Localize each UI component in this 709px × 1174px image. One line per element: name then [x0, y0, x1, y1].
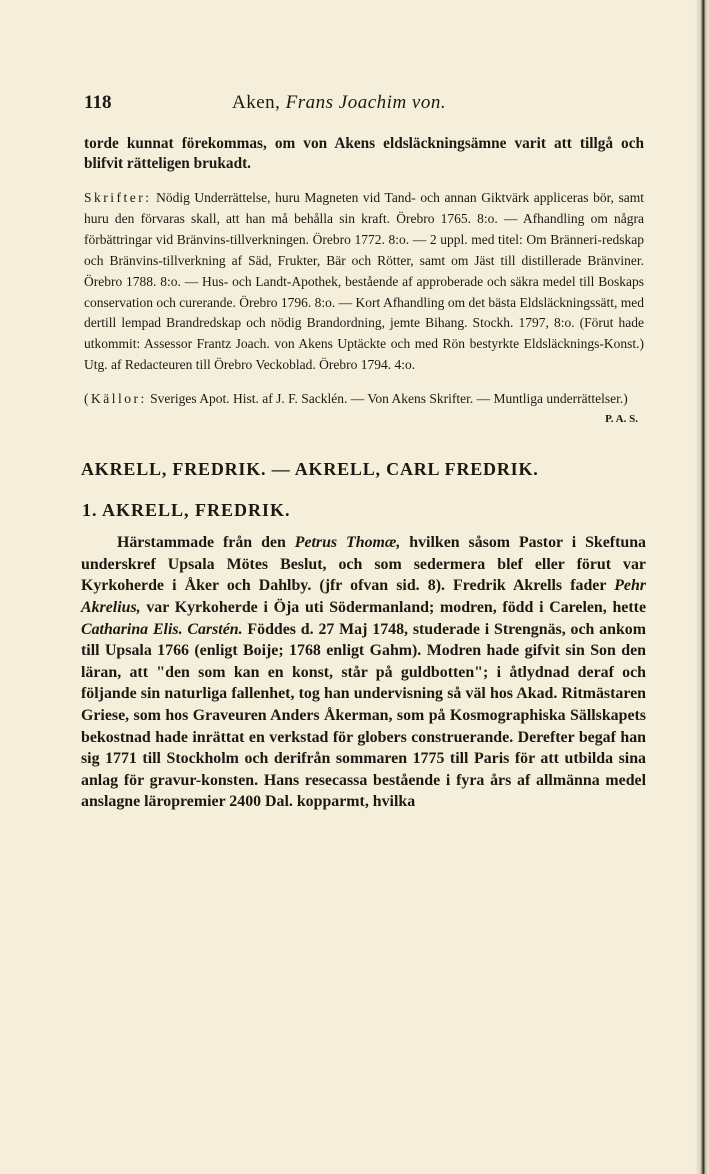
entry-text-4: Föddes d. 27 Maj 1748, studerade i Strengnäs, och ankom till Upsala 1766 (enligt Boije; 1768 enligt Gahm). Modren hade gifvit sin Son den läran, att "den som kan en konst, står på guldbotten"; i åtlydnad deraf och följande sin naturliga fallenhet, tog han undervisning så väl hos Akad. Ritmästaren Griese, som hos Graveuren Anders Åkerman, som på Kosmographiska Sällskapets bekostnad hade inrättat en verkstad för globers construerande. Derefter begaf han sig 1771 till Stockholm och derifrån sommaren 1775 till Paris för att utbilda sina anlag för gravur-konsten. Hans resecassa bestående i fyra års af allmänna medel anslagne läropremier 2400 Dal. kopparmt, hvilka	[81, 620, 646, 811]
author-signature: P. A. S.	[605, 413, 638, 426]
entry-name-petrus: Petrus Thomæ,	[294, 534, 401, 552]
running-title-name: Frans Joachim von.	[285, 92, 447, 113]
running-title	[232, 92, 446, 114]
entry-paragraph	[81, 532, 646, 813]
section-heading: AKRELL, FREDRIK. — AKRELL, CARL FREDRIK.	[81, 459, 539, 480]
skrifter-paragraph	[84, 188, 644, 376]
entry-text-3: var Kyrkoherde i Öja uti Södermanland; modren, född i Carelen, hette	[140, 598, 646, 616]
running-head	[84, 92, 644, 118]
entry-name-pehr: Pehr Akrelius,	[81, 577, 646, 616]
kallor-paragraph	[84, 388, 644, 409]
kallor-label: (Källor:	[84, 391, 147, 407]
book-page	[81, 92, 646, 813]
page-number: 118	[84, 92, 112, 113]
page-edge-binding	[695, 0, 709, 1174]
skrifter-text: Nödig Underrättelse, huru Magneten vid Tand- och annan Giktvärk appliceras bör, samt huru den förvaras skall, att han må behålla sin kraft. Örebro 1765. 8:o. — Afhandling om några förbättringar vid Bränvins-tillverkningen. Örebro 1772. 8:o. — 2 uppl. med titel: Om Bränneri-redskap och Bränvins-tillverkning af Säd, Frukter, Bär och Rötter, samt om Jäst till distillerade Bränviner. Örebro 1788. 8:o. — Hus- och Landt-Apothek, bestående af approberade och säkra medel till Boskaps conservation och curerande. Örebro 1796. 8:o. — Kort Afhandling om det bästa Eldsläckningssätt, med dertill lempad Brandredskap och nödig Brandordning, jemte Bihang. Stockh. 1797, 8:o. (Förut hade utkommit: Assessor Frantz Joach. von Akens Uptäckte och med Rön bestyrkte Eldsläcknings-Konst.) Utg. af Redacteuren till Örebro Veckoblad. Örebro 1794. 4:o.	[84, 190, 645, 373]
skrifter-label: Skrifter:	[84, 190, 152, 205]
section-spacer	[84, 425, 644, 459]
kallor-text: Sveriges Apot. Hist. af J. F. Sacklén. — Von Akens Skrifter. — Muntliga underrättelser.)	[150, 391, 628, 407]
running-title-prefix: Aken,	[232, 92, 281, 113]
entry-subheading: 1. AKRELL, FREDRIK.	[82, 500, 291, 521]
entry-text-1: Härstammade från den	[117, 534, 295, 552]
entry-text-2: hvilken såsom Pastor i Skeftuna underskref Upsala Mötes Beslut, och som sedermera blef eller förut var Kyrkoherde i Åker och Dahlby. (jfr ofvan sid. 8). Fredrik Akrells fader	[81, 534, 646, 595]
entry-name-catharina: Catharina Elis. Carstén.	[81, 620, 243, 638]
intro-paragraph: torde kunnat förekommas, om von Akens eldsläckningsämne varit att tillgå och blifvit rätteligen brukadt.	[84, 135, 644, 172]
